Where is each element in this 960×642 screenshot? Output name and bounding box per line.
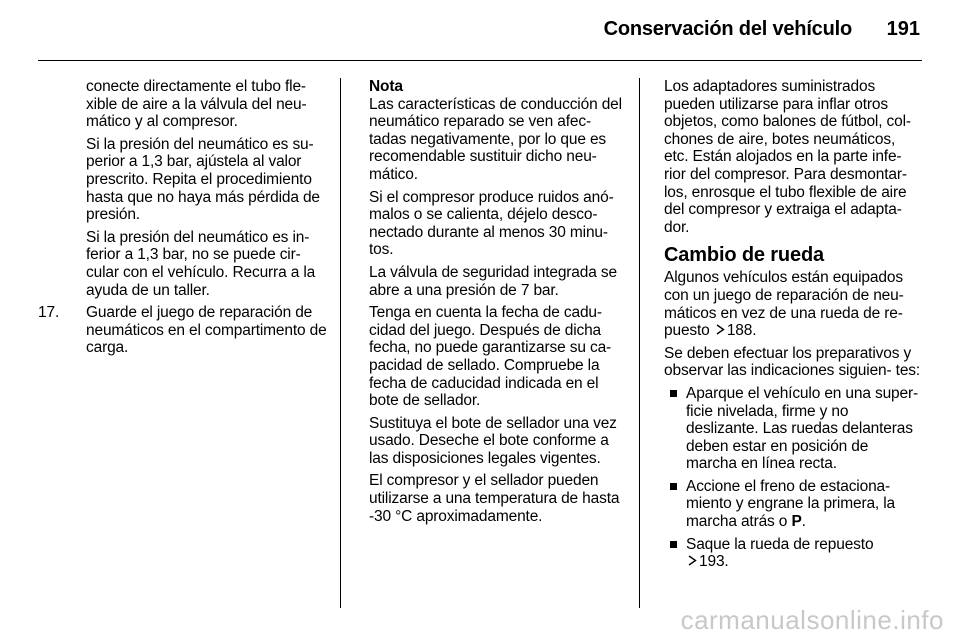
list-item [664, 385, 922, 473]
note-block [369, 78, 625, 184]
column-3 [664, 78, 922, 576]
bullet-square-icon [670, 390, 677, 397]
paragraph: conecte directamente el tubo fle- xible de aire a la válvula del neu- mático y al compresor. [86, 78, 307, 131]
page-title: Conservación del vehículo [603, 18, 852, 40]
column-divider [639, 78, 640, 608]
paragraph [664, 269, 922, 339]
paragraph: La válvula de seguridad integrada se abre a una presión de 7 bar. [369, 263, 617, 299]
paragraph: Si el compresor produce ruidos anó- malos o se calienta, déjelo desco- nectado durante al menos 30 minu- tos. [369, 188, 614, 259]
list-item [664, 536, 922, 571]
numbered-step-17 [38, 304, 328, 357]
reference-arrow-icon [716, 322, 725, 340]
watermark-logo: carmanualsonline.info [680, 605, 944, 635]
list-item-text: Accione el freno de estaciona- miento y engrane la primera, la marcha atrás o [686, 477, 896, 531]
reference-arrow-icon [688, 553, 697, 571]
step-number: 17. [38, 304, 60, 322]
paragraph: Tenga en cuenta la fecha de cadu- cidad del juego. Después de dicha fecha, no puede garantizarse su ca- pacidad de sellado. Compruebe la fecha de caducidad indicada en el bote de sellador. [369, 304, 612, 410]
paragraph: Se deben efectuar los preparativos y observar las indicaciones siguien- tes: [664, 344, 921, 380]
column-divider [340, 78, 341, 608]
section-heading: Cambio de rueda [664, 244, 825, 267]
paragraph-text: Algunos vehículos están equipados con un juego de reparación de neu- máticos en vez de una rueda de re- puesto [664, 269, 904, 340]
paragraph: Los adaptadores suministrados pueden utilizarse para inflar otros objetos, como balones de fútbol, col- chones de aire, botes neumáticos, etc. Están alojados en la parte infe- rior del compresor. Para desmontar- los, enrosque el tubo flexible de aire del compresor y extraiga el adapta- dor. [664, 78, 911, 236]
list-item [664, 478, 922, 531]
page-number: 191 [886, 18, 920, 40]
paragraph: Si la presión del neumático es in- ferior a 1,3 bar, no se puede cir- cular con el vehículo. Recurra a la ayuda de un taller. [86, 228, 316, 299]
bullet-square-icon [670, 541, 677, 548]
list-item-end: . [801, 513, 806, 531]
paragraph: El compresor y el sellador pueden utilizarse a una temperatura de hasta -30 °C aproximadamente. [369, 472, 620, 525]
bullet-square-icon [670, 483, 677, 490]
column-1 [38, 78, 328, 362]
list-item-text: Aparque el vehículo en una super- ficie nivelada, firme y no deslizante. Las ruedas delanteras deben estar en posición de marcha en línea recta. [686, 384, 919, 473]
column-2 [369, 78, 625, 530]
paragraph: Si la presión del neumático es su- perior a 1,3 bar, ajústela al valor prescrito. Repita el procedimiento hasta que no haya más pérdida de presión. [86, 135, 320, 224]
page-reference[interactable]: 193. [699, 553, 729, 571]
note-heading: Nota [369, 78, 403, 95]
page-reference[interactable]: 188. [726, 322, 757, 340]
step-text: Guarde el juego de reparación de neumáticos en el compartimento de carga. [86, 304, 327, 357]
gear-position-p: P [791, 513, 802, 531]
paragraph: Sustituya el bote de sellador una vez usado. Deseche el bote conforme a las disposiciones legales vigentes. [369, 414, 617, 467]
list-item-text: Saque la rueda de repuesto [686, 535, 874, 553]
header-divider [38, 60, 922, 61]
note-text: Las características de conducción del neumático reparado se ven afec- tadas negativamente, por lo que es recomendable sustituir dicho neu- mático. [369, 95, 622, 183]
